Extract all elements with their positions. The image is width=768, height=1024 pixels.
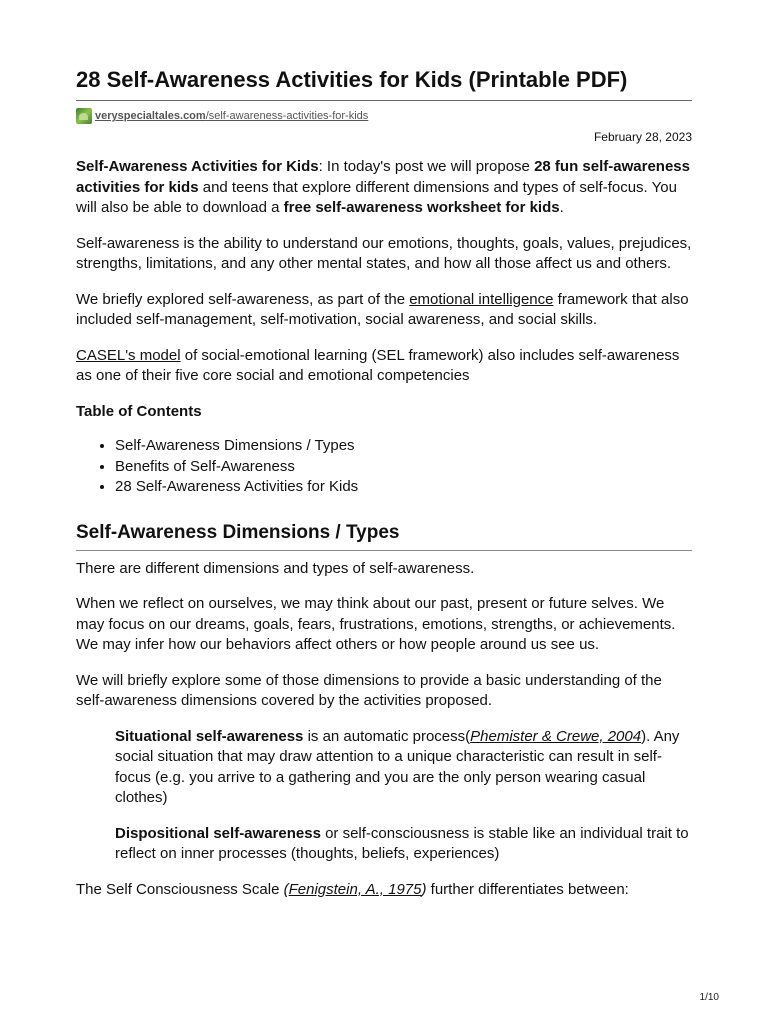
ei-text-1: We briefly explored self-awareness, as part of the — [76, 290, 410, 308]
toc-item[interactable]: • Benefits of Self-Awareness — [115, 457, 692, 478]
toc-item[interactable]: • Self-Awareness Dimensions / Types — [115, 436, 692, 457]
section-heading: Self-Awareness Dimensions / Types — [76, 520, 692, 551]
scale-text-1: The Self Consciousness Scale — [76, 880, 284, 898]
cite-close: ) — [421, 880, 427, 898]
section-paragraph: There are different dimensions and types of self-awareness. — [76, 559, 475, 577]
ei-paragraph — [76, 290, 692, 331]
casel-text: of social-emotional learning (SEL framework) also includes self-awareness as one of their five core social and emotional competencies — [76, 346, 680, 384]
situational-text-1: is an automatic process( — [303, 727, 471, 745]
source-domain[interactable]: veryspecialtales.com — [95, 110, 206, 122]
casel-paragraph — [76, 346, 692, 387]
source-path[interactable]: /self-awareness-activities-for-kids — [205, 110, 369, 122]
casel-model-link[interactable]: CASEL's model — [76, 346, 181, 364]
ei-text-2: framework that also included self-management, self-motivation, social awareness, and social skills. — [76, 290, 689, 328]
section-paragraph: When we reflect on ourselves, we may think about our past, present or future selves. We may focus on our dreams, goals, fears, frustrations, emotions, strengths, or achievements. We may infer how our behaviors affect others or how people around us see us. — [76, 595, 676, 653]
source-link[interactable] — [95, 110, 368, 122]
intro-paragraph — [76, 157, 692, 219]
toc-item[interactable]: • 28 Self-Awareness Activities for Kids — [115, 477, 692, 498]
citation-group — [284, 881, 427, 898]
fenigstein-citation-link[interactable]: Fenigstein, A., 1975 — [288, 880, 422, 898]
toc-title: Table of Contents — [76, 402, 202, 420]
page-number: 1/10 — [699, 992, 719, 1003]
article — [76, 64, 692, 900]
emotional-intelligence-link[interactable]: emotional intelligence — [409, 290, 554, 308]
publish-date: February 28, 2023 — [593, 130, 692, 144]
definition-paragraph: Self-awareness is the ability to understand our emotions, thoughts, goals, values, prejudices, strengths, limitations, and any other mental states, and how all those affect us and others. — [76, 234, 692, 272]
site-favicon-icon — [76, 108, 92, 124]
intro-lead: Self-Awareness Activities for Kids — [76, 158, 319, 175]
dispositional-text: or self-consciousness is stable like an individual trait to reflect on inner processes (thoughts, beliefs, experiences) — [115, 824, 689, 862]
dispositional-term: Dispositional self-awareness — [115, 824, 321, 842]
intro-text-2: and teens that explore different dimensions and types of self-focus. You will also be able to download a — [76, 178, 677, 216]
intro-bold-1: 28 fun self-awareness activities for kids — [76, 158, 690, 196]
phemister-citation-link[interactable]: Phemister & Crewe, 2004 — [470, 727, 642, 745]
cite-open: ( — [283, 880, 289, 898]
toc-list — [76, 436, 692, 498]
scale-paragraph — [76, 880, 692, 901]
page-title: 28 Self-Awareness Activities for Kids (Printable PDF) — [76, 64, 692, 101]
dispositional-paragraph — [115, 824, 692, 865]
source-line — [76, 107, 692, 125]
situational-paragraph — [115, 727, 692, 809]
intro-text-1: : In today's post we will propose — [318, 158, 535, 175]
scale-text-2: further differentiates between: — [426, 880, 629, 898]
situational-term: Situational self-awareness — [115, 727, 304, 745]
section-paragraph: We will briefly explore some of those dimensions to provide a basic understanding of the self-awareness dimensions covered by the activities proposed. — [76, 671, 662, 709]
intro-text-3: . — [559, 199, 564, 216]
intro-bold-2: free self-awareness worksheet for kids — [283, 199, 560, 216]
situational-text-2: ). Any social situation that may draw attention to a unique characteristic can result in self-focus (e.g. you arrive to a gathering and you are the only person wearing casual clothes) — [115, 727, 680, 806]
